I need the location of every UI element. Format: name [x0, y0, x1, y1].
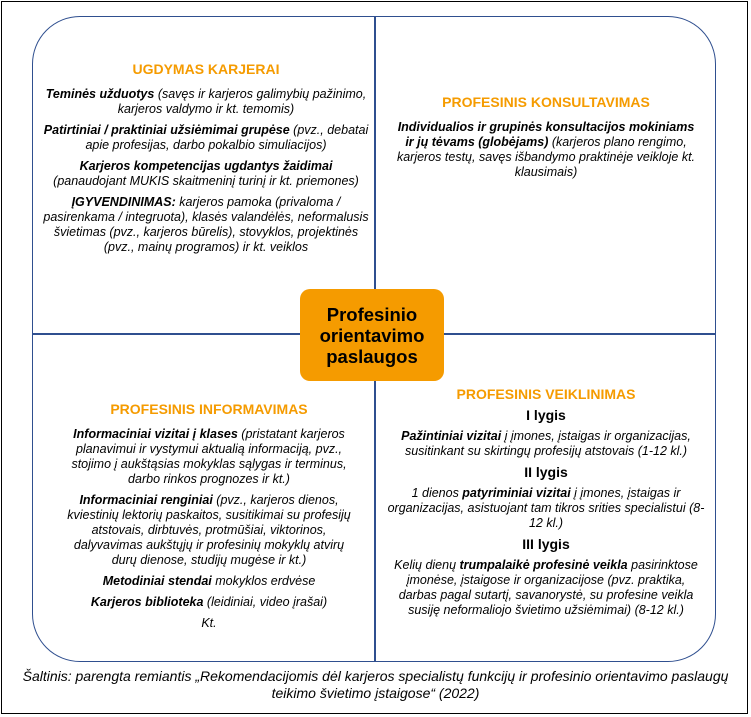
quadrant-profesinis-konsultavimas	[396, 95, 696, 186]
level-2-heading: II lygis	[524, 464, 568, 480]
quadrant-title: PROFESINIS VEIKLINIMAS	[456, 386, 636, 402]
item-konsultacijos: Individualios ir grupinės konsultacijos mokiniams ir jų tėvams (globėjams) (karjeros plano rengimo, karjeros testų, savęs išbandymo praktinėje veikloje kt. klausimais)	[396, 120, 696, 179]
item-kt: Kt.	[201, 616, 217, 630]
item-kompetencijas-zaidimai: Karjeros kompetencijas ugdantys žaidimai (panaudojant MUKIS skaitmeninį turinį ir kt. priemones)	[53, 159, 359, 188]
level-3-text: Kelių dienų trumpalaikė profesinė veikla pasirinktose įmonėse, įstaigose ir organizacijose (pvz. praktika, darbas pagal sutartį, savanorystė, su profesine veikla susiję neformaliojo švietimo užsiėmimai) (8-12 kl.)	[394, 558, 698, 617]
quadrant-title: PROFESINIS KONSULTAVIMAS	[442, 94, 650, 110]
quadrant-title: PROFESINIS INFORMAVIMAS	[110, 401, 308, 417]
center-line-2: orientavimo	[319, 324, 425, 346]
level-1-text: Pažintiniai vizitai į įmones, įstaigas ir organizacijas, susitinkant su skirtingų profesijų atstovais (1-12 kl.)	[401, 429, 691, 458]
item-informaciniai-vizitai: Informaciniai vizitai į klases (pristatant karjeros planavimui ir vystymui aktualią informaciją, pvz., stojimo į aukštąsias mokyklas sąlygas ir terminus, darbo rinkos prognozes ir kt.)	[71, 427, 347, 486]
center-box-profesinio-orientavimo-paslaugos	[300, 289, 444, 381]
level-1-heading: I lygis	[526, 407, 566, 423]
item-karjeros-biblioteka: Karjeros biblioteka (leidiniai, video įrašai)	[90, 595, 328, 609]
level-2-text: 1 dienos patyriminiai vizitai į įmones, įstaigas ir organizacijas, asistuojant tam tikros srities specialistui (8-12 kl.)	[387, 486, 705, 530]
source-caption: Šaltinis: parengta remiantis „Rekomendacijomis dėl karjeros specialistų funkcijų ir profesinio orientavimo paslaugų teikimo švietimo įstaigose“ (2022)	[22, 668, 729, 701]
quadrant-title: UGDYMAS KARJERAI	[132, 61, 280, 77]
item-informaciniai-renginiai: Informaciniai renginiai (pvz., karjeros dienos, kviestinių lektorių paskaitos, susitikimai su profesijų atstovais, dirbtuvės, protmūšiai, viktorinos, dalyvavimas aukštųjų ir profesinių mokyklų atvirų durų dienose, studijų mugėse ir kt.)	[67, 493, 351, 567]
center-line-3: paslaugos	[326, 345, 418, 367]
item-temines-uzduotys: Teminės užduotys (savęs ir karjeros galimybių pažinimo, karjeros valdymo ir kt. temomis)	[45, 87, 367, 116]
quadrant-profesinis-informavimas	[64, 402, 354, 637]
item-patirtiniai-uzsiemimai: Patirtiniai / praktiniai užsiėmimai grupėse (pvz., debatai apie profesijas, darbo pokalbio simuliacijos)	[43, 123, 369, 152]
level-3-heading: III lygis	[522, 536, 570, 552]
item-igyvendinimas: ĮGYVENDINIMAS: karjeros pamoka (privaloma / pasirenkama / integruota), klasės valandėlės, neformalusis švietimas (pvz., karjeros būrelis), stovyklos, projektinės (pvz., mainų programos) ir kt. veiklos	[43, 195, 369, 254]
item-metodiniai-stendai: Metodiniai stendai mokyklos erdvėse	[102, 574, 316, 588]
center-line-1: Profesinio	[326, 303, 418, 325]
quadrant-profesinis-veiklinimas	[386, 387, 706, 624]
quadrant-ugdymas-karjerai	[42, 62, 370, 261]
